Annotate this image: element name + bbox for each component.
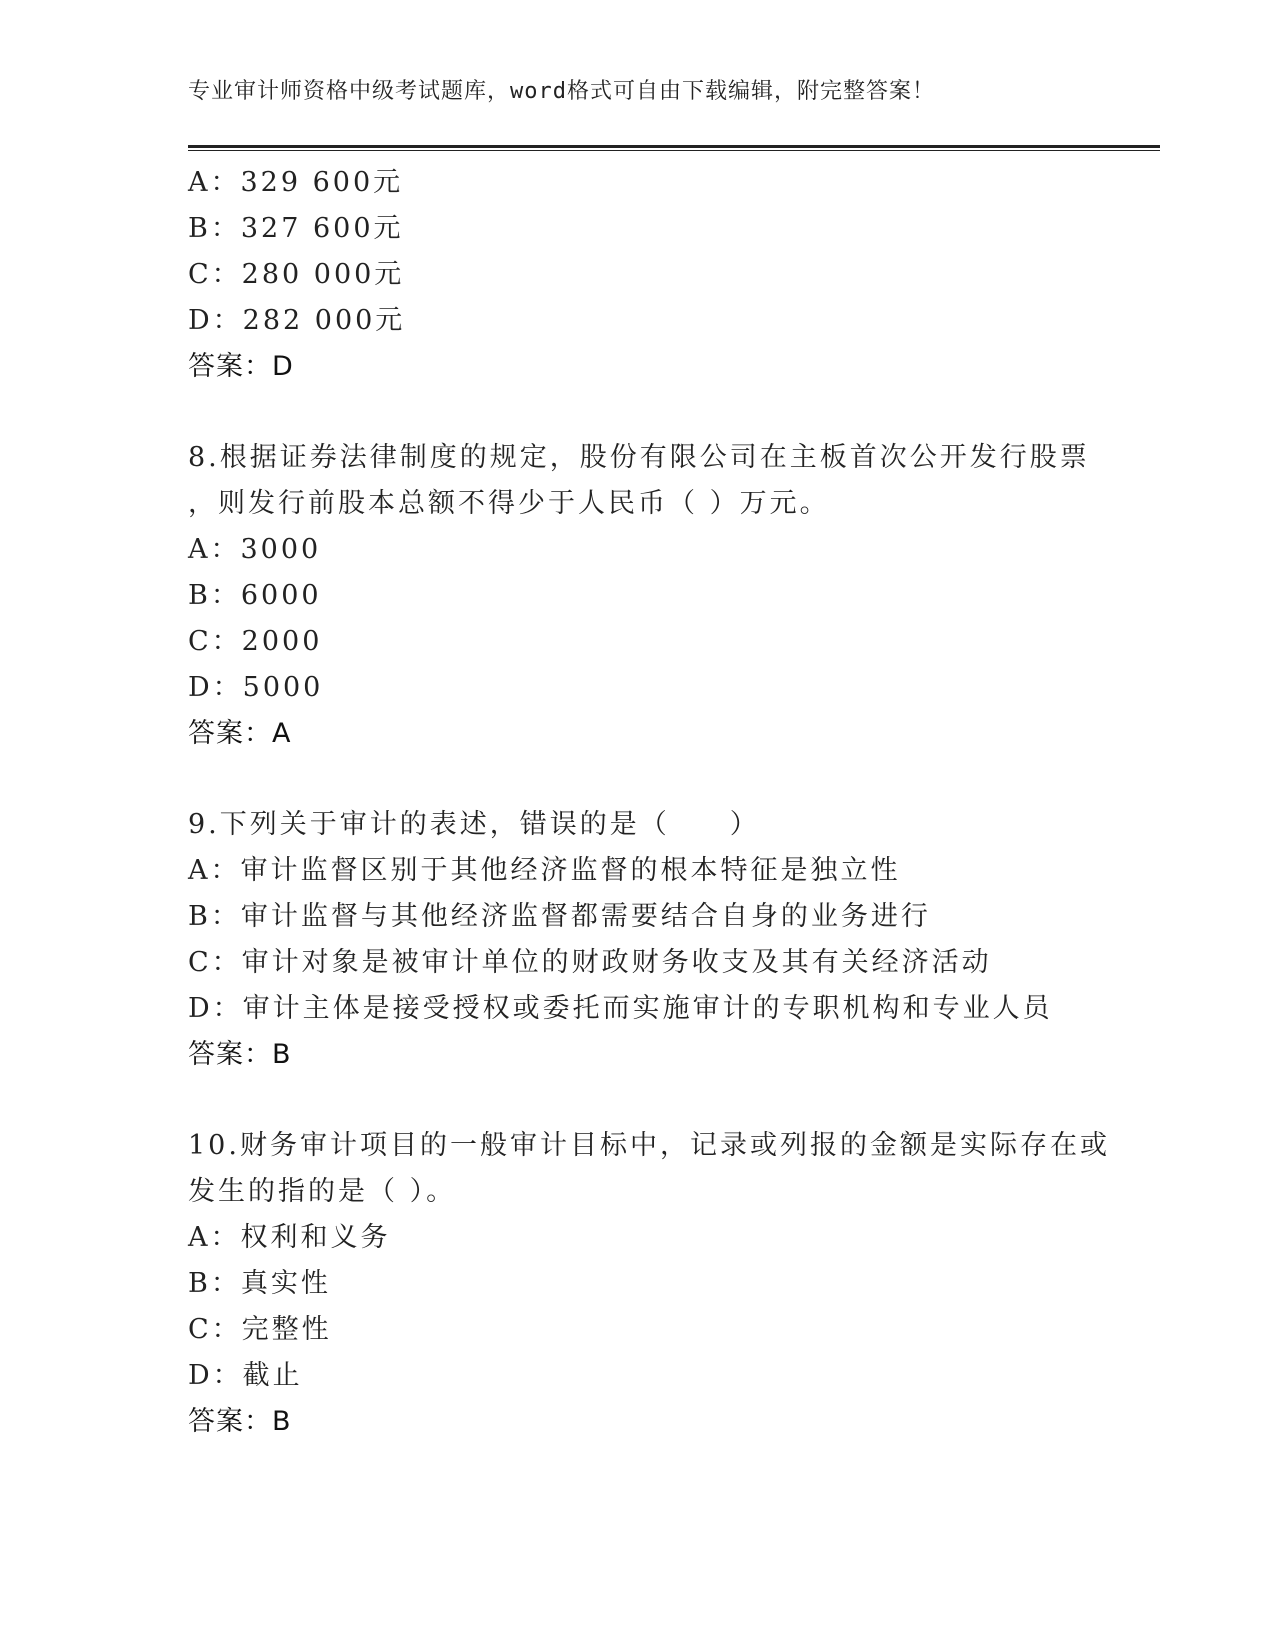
option-a: A：329 600元 <box>188 167 404 198</box>
option-b: B：审计监督与其他经济监督都需要结合自身的业务进行 <box>188 901 931 932</box>
option-d: D：审计主体是接受授权或委托而实施审计的专职机构和专业人员 <box>188 993 1053 1024</box>
header-rule <box>188 145 1160 148</box>
header-rule-thin <box>188 150 1160 151</box>
option-d: D：截止 <box>188 1360 303 1391</box>
answer: 答案：D <box>188 351 294 382</box>
option-d: D：282 000元 <box>188 305 406 336</box>
question-7 <box>188 160 1148 390</box>
page-header: 专业审计师资格中级考试题库，word格式可自由下载编辑，附完整答案！ <box>188 79 935 104</box>
option-b: B：真实性 <box>188 1268 331 1299</box>
option-c: C：完整性 <box>188 1314 332 1345</box>
question-list <box>188 160 1148 1445</box>
question-text: 9.下列关于审计的表述，错误的是（ ） <box>188 809 760 840</box>
answer: 答案：A <box>188 718 292 749</box>
option-a: A：审计监督区别于其他经济监督的根本特征是独立性 <box>188 855 901 886</box>
question-text: 发生的指的是（ ）。 <box>188 1176 457 1207</box>
question-9 <box>188 802 1148 1078</box>
option-a: A：3000 <box>188 534 322 565</box>
question-8 <box>188 435 1148 757</box>
option-c: C：280 000元 <box>188 259 405 290</box>
option-c: C：2000 <box>188 626 323 657</box>
option-b: B：6000 <box>188 580 322 611</box>
answer: 答案：B <box>188 1039 292 1070</box>
option-b: B：327 600元 <box>188 213 404 244</box>
question-text: 10.财务审计项目的一般审计目标中，记录或列报的金额是实际存在或 <box>188 1130 1110 1161</box>
question-10 <box>188 1123 1148 1445</box>
option-c: C：审计对象是被审计单位的财政财务收支及其有关经济活动 <box>188 947 992 978</box>
question-text: ，则发行前股本总额不得少于人民币（ ）万元。 <box>188 488 830 519</box>
option-a: A：权利和义务 <box>188 1222 391 1253</box>
option-d: D：5000 <box>188 672 324 703</box>
question-text: 8.根据证券法律制度的规定，股份有限公司在主板首次公开发行股票 <box>188 442 1090 473</box>
answer: 答案：B <box>188 1406 292 1437</box>
